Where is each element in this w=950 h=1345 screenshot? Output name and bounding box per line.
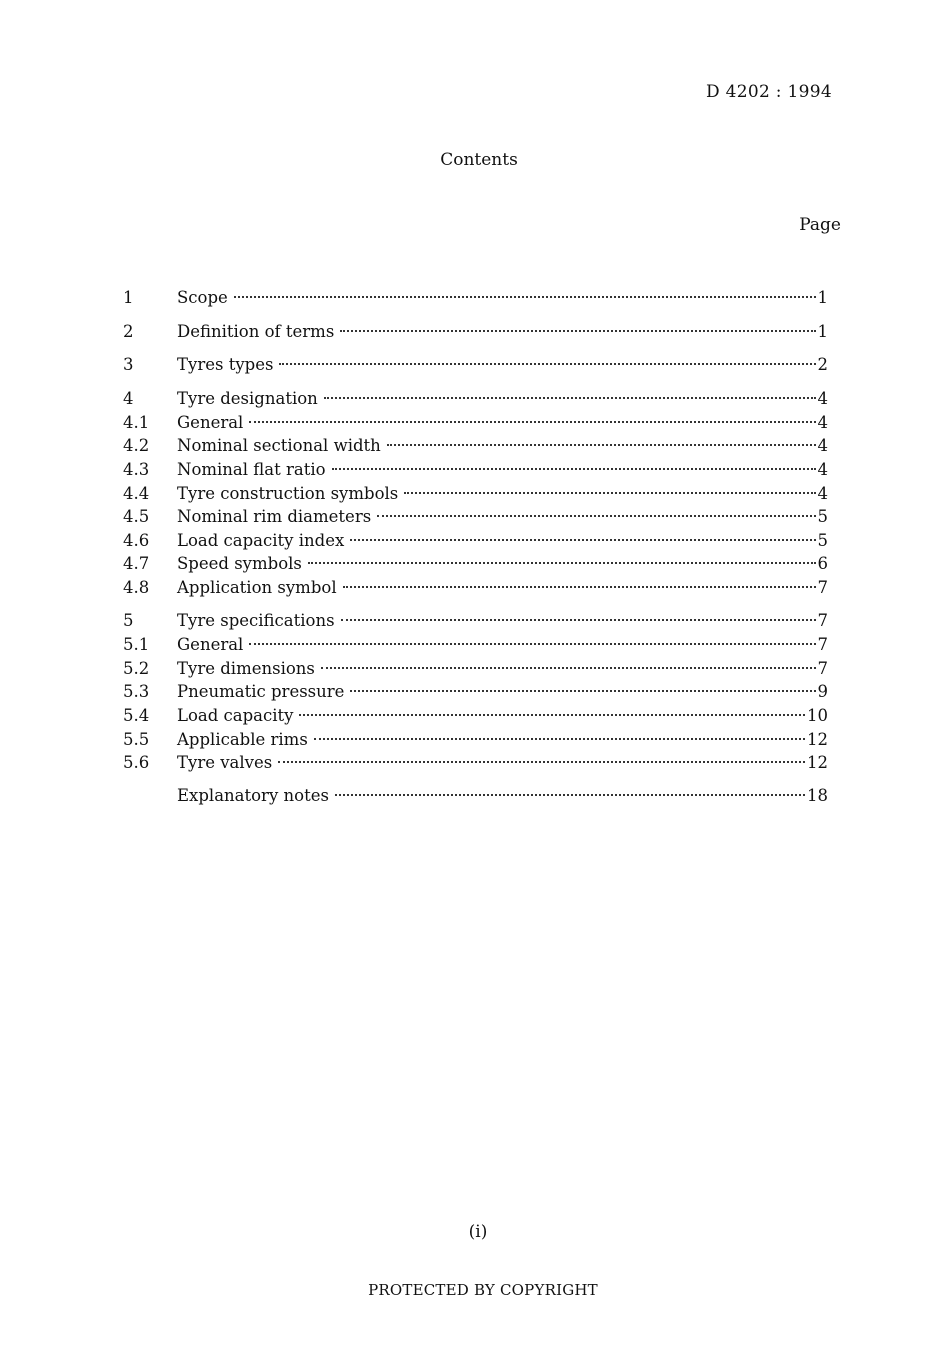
toc-entry-number: 5.6	[123, 753, 150, 772]
toc-entry-number: 5	[123, 611, 134, 630]
toc-entry-page: 4	[817, 413, 828, 432]
toc-entry-page: 10	[807, 706, 828, 725]
toc-entry-page: 12	[807, 753, 828, 772]
toc-entry-number: 2	[123, 322, 134, 341]
toc-entry-number: 4.8	[123, 578, 150, 597]
dot-leader	[278, 761, 805, 763]
toc-entry-title: Scope	[177, 288, 228, 307]
toc-entry-title: Nominal flat ratio	[177, 460, 326, 479]
dot-leader	[350, 690, 815, 692]
dot-leader	[341, 619, 816, 621]
toc-entry-number: 5.3	[123, 682, 150, 701]
dot-leader	[249, 421, 815, 423]
toc-entry-page: 4	[817, 484, 828, 503]
toc-entry-title: Tyre specifications	[177, 611, 335, 630]
toc-entry[interactable]	[123, 436, 828, 460]
toc-entry-title: Tyre designation	[177, 389, 318, 408]
toc-entry-number: 3	[123, 355, 134, 374]
dot-leader	[249, 643, 815, 645]
toc-entry[interactable]	[123, 507, 828, 531]
toc-entry-page: 6	[817, 554, 828, 573]
toc-entry[interactable]	[123, 659, 828, 683]
dot-leader	[340, 330, 815, 332]
toc-entry-title: Tyre construction symbols	[177, 484, 399, 503]
toc-entry-number: 5.2	[123, 659, 150, 678]
toc-entry-number: 1	[123, 288, 134, 307]
copyright-footer: PROTECTED BY COPYRIGHT	[368, 1281, 598, 1299]
dot-leader	[279, 363, 815, 365]
dot-leader	[332, 468, 816, 470]
toc-entry-page: 2	[817, 355, 828, 374]
page-title: Contents	[440, 150, 518, 170]
toc-entry-page: 18	[807, 786, 828, 805]
toc-entry-number: 4.1	[123, 413, 150, 432]
toc-entry-page: 4	[817, 389, 828, 408]
toc-entry[interactable]	[123, 554, 828, 578]
dot-leader	[299, 714, 805, 716]
toc-entry-title: Load capacity	[177, 706, 294, 725]
toc-entry-title: Speed symbols	[177, 554, 302, 573]
dot-leader	[308, 562, 816, 564]
toc-entry-number: 4.6	[123, 531, 150, 550]
toc-entry[interactable]	[123, 484, 828, 508]
toc-entry-page: 5	[817, 531, 828, 550]
toc-entry-number: 4.2	[123, 436, 150, 455]
toc-entry[interactable]	[123, 460, 828, 484]
toc-entry[interactable]	[123, 322, 828, 346]
toc-entry-title: Tyre valves	[177, 753, 273, 772]
toc-entry[interactable]	[123, 786, 828, 810]
toc-entry-page: 7	[817, 659, 828, 678]
toc-entry-title: Pneumatic pressure	[177, 682, 345, 701]
dot-leader	[343, 586, 816, 588]
toc-entry-page: 7	[817, 611, 828, 630]
toc-entry-title: Tyre dimensions	[177, 659, 315, 678]
dot-leader	[321, 667, 816, 669]
dot-leader	[377, 515, 815, 517]
toc-entry[interactable]	[123, 635, 828, 659]
toc-entry-title: General	[177, 413, 244, 432]
dot-leader	[404, 492, 815, 494]
toc-entry-page: 4	[817, 436, 828, 455]
toc-entry[interactable]	[123, 682, 828, 706]
toc-entry-title: Nominal sectional width	[177, 436, 381, 455]
toc-entry-number: 5.5	[123, 730, 150, 749]
toc-entry-page: 7	[817, 578, 828, 597]
toc-entry-number: 4.3	[123, 460, 150, 479]
document-code: D 4202 : 1994	[706, 82, 832, 102]
toc-entry-title: Load capacity index	[177, 531, 345, 550]
dot-leader	[350, 539, 815, 541]
toc-entry-title: Application symbol	[177, 578, 337, 597]
toc-entry-title: Nominal rim diameters	[177, 507, 372, 526]
toc-entry-page: 12	[807, 730, 828, 749]
toc-entry[interactable]	[123, 578, 828, 602]
toc-entry[interactable]	[123, 753, 828, 777]
toc-entry[interactable]	[123, 413, 828, 437]
toc-entry-page: 1	[817, 322, 828, 341]
toc-entry[interactable]	[123, 355, 828, 379]
toc-entry-page: 7	[817, 635, 828, 654]
toc-entry-page: 1	[817, 288, 828, 307]
toc-entry-title: Tyres types	[177, 355, 274, 374]
toc-entry-page: 4	[817, 460, 828, 479]
toc-entry[interactable]	[123, 531, 828, 555]
page-number: (i)	[468, 1222, 488, 1242]
page-column-label: Page	[799, 215, 841, 235]
toc-entry-number: 4.5	[123, 507, 150, 526]
toc-entry[interactable]	[123, 730, 828, 754]
dot-leader	[234, 296, 816, 298]
toc-entry-number: 5.4	[123, 706, 150, 725]
dot-leader	[324, 397, 816, 399]
toc-entry-page: 5	[817, 507, 828, 526]
toc-entry-title: Definition of terms	[177, 322, 335, 341]
toc-entry-page: 9	[817, 682, 828, 701]
toc-entry[interactable]	[123, 706, 828, 730]
dot-leader	[387, 444, 816, 446]
toc-entry-number: 5.1	[123, 635, 150, 654]
dot-leader	[335, 794, 805, 796]
toc-entry[interactable]	[123, 389, 828, 413]
toc-entry[interactable]	[123, 288, 828, 312]
toc-entry-title: Applicable rims	[177, 730, 308, 749]
toc-entry-number: 4.7	[123, 554, 150, 573]
dot-leader	[314, 738, 805, 740]
toc-entry-title: General	[177, 635, 244, 654]
toc-entry-number: 4.4	[123, 484, 150, 503]
toc-entry-number: 4	[123, 389, 134, 408]
toc-entry-title: Explanatory notes	[177, 786, 329, 805]
toc-entry[interactable]	[123, 611, 828, 635]
